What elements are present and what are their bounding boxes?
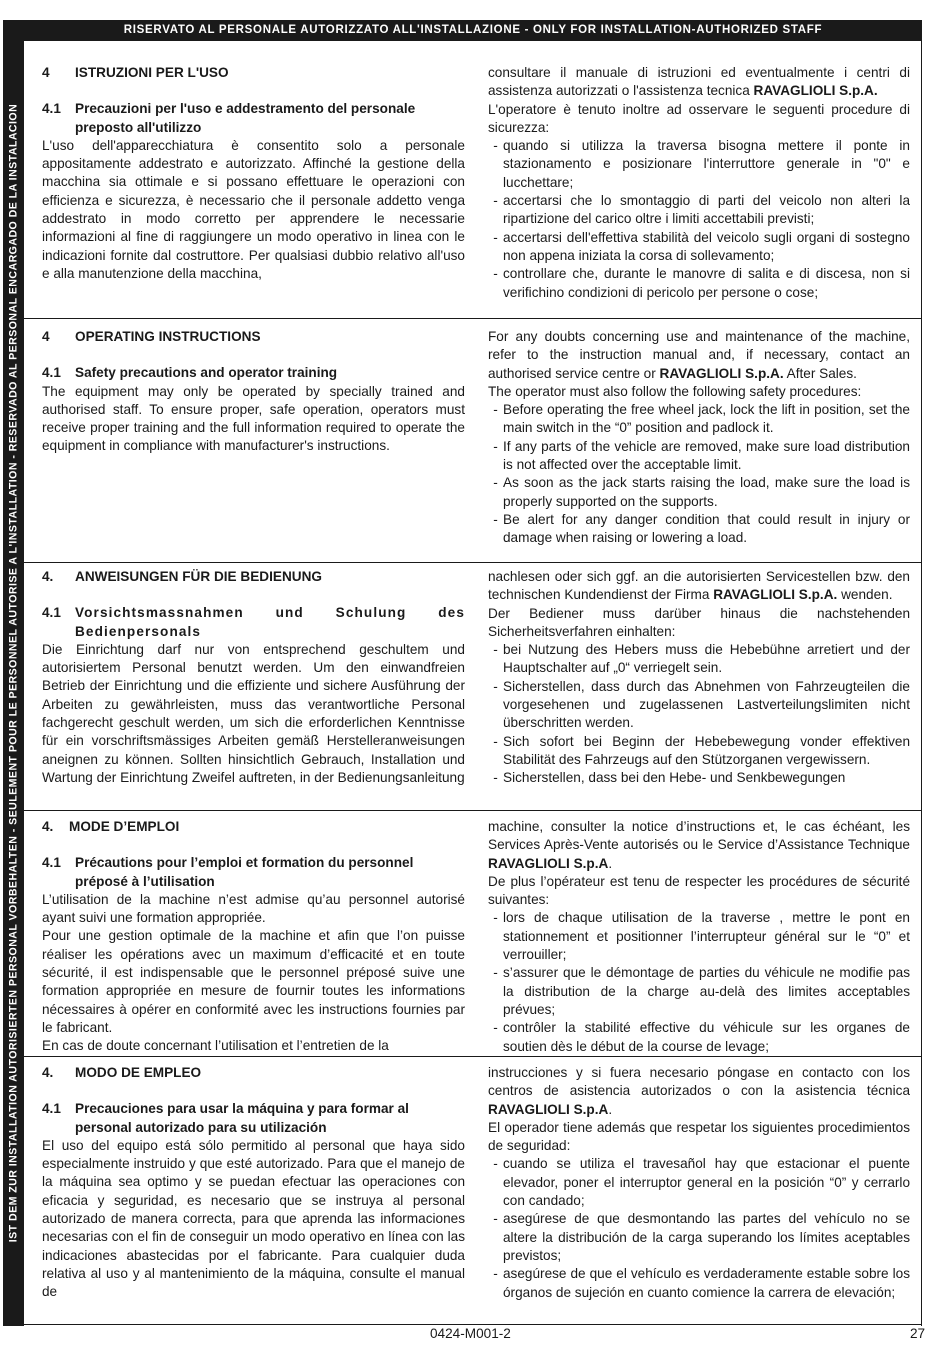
right-column — [488, 568, 910, 788]
subsection-number: 4.1 — [42, 605, 61, 621]
list-item: - Sich sofort bei Beginn der Hebebewegung vonder effektiven Stabilität des Fahrzeugs auf den Stützorganen vergewissern. — [488, 733, 910, 770]
section-title: ISTRUZIONI PER L'USO — [75, 65, 229, 80]
brand-name: RAVAGLIOLI S.p.A. — [659, 365, 784, 381]
list-item-text: asegúrese de que el vehículo es verdaderamente estable sobre los órganos de sujeción en cuanto comience la carrera de elevación; — [503, 1266, 910, 1300]
document-code: 0424-M001-2 — [430, 1326, 511, 1341]
body-paragraph: Der Bediener muss darüber hinaus die nachstehenden Sicherheitsverfahren einhalten: — [488, 605, 910, 639]
list-item: - As soon as the jack starts raising the load, make sure the load is properly supported on the supports. — [488, 474, 910, 511]
section-number: 4 — [42, 65, 50, 80]
body-paragraph: En cas de doute concernant l’utilisation et l’entretien de la — [42, 1038, 389, 1054]
subsection-title: Vorsichtsmassnahmen und Schulung des Bedienpersonals — [75, 605, 465, 639]
right-column — [488, 328, 910, 548]
section-divider — [24, 1056, 921, 1057]
subsection-heading — [42, 364, 465, 382]
list-item: - controllare che, durante le manovre di salita e di discesa, non si verifichino condizioni di pericolo per persone o cose; — [488, 265, 910, 302]
list-item-text: contrôler la stabilité effective du véhicule sur les organes de soutien dès le début de la course de levage; — [503, 1020, 910, 1054]
section-number: 4. — [42, 1065, 54, 1080]
list-item-text: accertarsi dell'effettiva stabilità del veicolo sugli organi di sostegno non appena iniziata la corsa di sollevamento; — [503, 229, 910, 263]
list-item: - Sicherstellen, dass durch das Abnehmen von Fahrzeugteilen die vorgesehenen und zugelassenen Lastverteilungslimiten nicht überschritten werden. — [488, 678, 910, 733]
paragraph-text: nachlesen oder sich ggf. an die autorisierten Servicestellen bzw. den technischen Kundendienst der Firma — [488, 569, 910, 603]
subsection-heading — [42, 604, 465, 641]
list-item: - bei Nutzung des Hebers muss die Hebebühne arretiert und der Hauptschalter auf „0“ verriegelt sein. — [488, 641, 910, 678]
body-paragraph: El operador tiene además que respetar los siguientes procedimientos de seguridad: — [488, 1119, 910, 1154]
list-item: - cuando se utiliza el travesañol hay que estacionar el puente elevador, poner el interruptor general en la posición “0” y cerrarlo con candado; — [488, 1155, 910, 1210]
subsection-heading — [42, 100, 465, 137]
list-item: - s’assurer que le démontage de parties du véhicule ne modifie pas la distribution de la charge au-delà des limites acceptables prévues; — [488, 964, 910, 1019]
list-item-text: Before operating the free wheel jack, lock the lift in position, set the main switch in the “0” position and padlock it. — [503, 402, 910, 436]
body-paragraph — [488, 818, 910, 873]
subsection-heading — [42, 854, 465, 891]
paragraph-text: consultare il manuale di istruzioni ed eventualmente i centri di assistenza autorizzati o l'assistenza tecnica — [488, 65, 910, 99]
list-item-text: As soon as the jack starts raising the load, make sure the load is properly supported on the supports. — [503, 475, 910, 509]
list-item-text: Sicherstellen, dass bei den Hebe- und Senkbewegungen — [503, 770, 846, 786]
list-item: - quando si utilizza la traversa bisogna mettere il ponte in stazionamento e posizionare l'interruttore generale in "0" e lucchettare; — [488, 137, 910, 192]
section-number: 4 — [42, 329, 50, 344]
list-item: - contrôler la stabilité effective du véhicule sur les organes de soutien dès le début de la course de levage; — [488, 1019, 910, 1056]
section-heading — [42, 328, 465, 346]
subsection-number: 4.1 — [42, 855, 61, 871]
section-number: 4. — [42, 819, 54, 834]
subsection-title: Safety precautions and operator training — [75, 365, 338, 381]
section-number: 4. — [42, 569, 54, 584]
body-paragraph: L'uso dell'apparecchiatura è consentito solo a personale appositamente addestrato e autorizzato. Affinché la gestione della macchina sia ottimale e si possano effettuare le operazioni con efficienza e sicurezza, è necessario che il personale addetto venga addestrato in modo corretto per apprendere le necessarie informazioni al fine di raggiungere un modo operativo in linea con le indicazioni fornite dal costruttore. Per qualsiasi dubbio relativo all'uso e alla manutenzione della macchina, — [42, 137, 465, 281]
paragraph-text: wenden. — [837, 587, 893, 603]
subsection-heading — [42, 1100, 465, 1137]
list-item-text: Be alert for any danger condition that could result in injury or damage when raising or lowering a load. — [503, 511, 910, 546]
top-banner: RISERVATO AL PERSONALE AUTORIZZATO ALL'INSTALLAZIONE - ONLY FOR INSTALLATION-AUTHORIZED STAFF — [24, 20, 922, 41]
left-column — [42, 818, 465, 1056]
body-paragraph: El uso del equipo está sólo permitido al personal que haya sido especialmente instruido y que esté autorizado. Para que el manejo de la máquina sea optimo y se puedan efectuar las operaciones con eficacia y seguridad, es necesario que se instruya al personal autorizado de manera correcta, para que aprenda las informaciones necesarias con el fin de conseguir un modo operativo en línea con las indicaciones abastecidas por el fabricante. Para cualquier duda relativa al uso y al mantenimiento de la máquina, consulte el manual de — [42, 1137, 465, 1300]
section-divider — [24, 318, 921, 319]
body-paragraph — [488, 1064, 910, 1119]
list-item: - asegúrese de que desmontando las partes del vehículo no se altere la distribución de la carga superando los límites aceptables previstos; — [488, 1210, 910, 1265]
body-paragraph — [488, 328, 910, 383]
subsection-number: 4.1 — [42, 101, 61, 117]
paragraph-text: For any doubts concerning use and maintenance of the machine, refer to the instruction manual and, if necessary, contact an authorised service centre or — [488, 329, 910, 381]
brand-name: RAVAGLIOLI S.p.A. — [753, 83, 878, 99]
body-paragraph: Die Einrichtung darf nur von entsprechend geschultem und autorisiertem Personal benutzt werden. Um den einwandfreien Betrieb der Einrichtung und die effiziente und sichere Ausführung der Arbeiten zu gewährleisten, muss das verantwortliche Personal fachgerecht geschult werden, um sich die erforderlichen Kenntnisse für ein vorschriftsmässiges Arbeiten gemäß Herstelleranweisungen aneignen zu können. Sollten hinsichtlich Gebrauch, Installation und Wartung der Einrichtung Zweifel auftreten, in der Bedienungsanleitung — [42, 641, 465, 785]
section-divider — [24, 562, 921, 563]
left-column — [42, 64, 465, 283]
subsection-title: Précautions pour l’emploi et formation du personnel préposé à l’utilisation — [75, 855, 414, 889]
brand-name: RAVAGLIOLI S.p.A — [488, 855, 609, 871]
side-banner-text: IST DEM ZUR INSTALLATION AUTORISIERTEN PERSONAL VORBEHALTEN - SEULEMENT POUR LE PERSONNEL AUTORISE A L'INSTALLATION - RESERVADO AL PERSONAL ENCARGADO DE LA INSTALACION — [7, 103, 19, 1243]
right-column — [488, 1064, 910, 1302]
left-column — [42, 1064, 465, 1302]
list-item: - If any parts of the vehicle are removed, make sure load distribution is not affected over the acceptable limit. — [488, 438, 910, 475]
body-paragraph — [488, 568, 910, 605]
body-paragraph: L’utilisation de la machine n’est admise qu’au personnel autorisé ayant suivi une formation appropriée. — [42, 891, 465, 926]
list-item: - accertarsi che lo smontaggio di parti del veicolo non alteri la ripartizione del carico oltre i limiti accettabili previsti; — [488, 192, 910, 229]
list-item-text: asegúrese de que desmontando las partes del vehículo no se altere la distribución de la carga superando los límites aceptables previstos; — [503, 1211, 910, 1263]
page-number: 27 — [910, 1326, 926, 1341]
body-paragraph: The operator must also follow the following safety procedures: — [488, 383, 862, 399]
list-item: - Be alert for any danger condition that could result in injury or damage when raising or lowering a load. — [488, 511, 910, 548]
side-banner — [3, 20, 24, 1326]
body-paragraph: Pour une gestion optimale de la machine et afin que l’on puisse réaliser les opérations avec un maximum d’efficacité et en toute sécurité, il est indispensable que le personnel préposé suive une formation appropriée en mesure de fournir toutes les informations nécessaires à opérer en conformité avec les instructions fournies par le fabricant. — [42, 928, 465, 1035]
paragraph-text: instrucciones y si fuera necesario póngase en contacto con los centros de asistencia autorizados o con la asistencia técnica — [488, 1065, 910, 1099]
paragraph-text: . — [608, 855, 613, 871]
body-paragraph: The equipment may only be operated by specially trained and authorised staff. To ensure proper, safe operation, operators must receive proper training and the full information required to operate the equipment in compliance with manufacturer's instructions. — [42, 383, 465, 454]
left-column — [42, 568, 465, 787]
list-item: - lors de chaque utilisation de la traverse , mettre le pont en stationnement et positionner l’interrupteur général sur le “0” et verrouiller; — [488, 909, 910, 964]
section-title: OPERATING INSTRUCTIONS — [75, 329, 261, 344]
list-item: - Before operating the free wheel jack, lock the lift in position, set the main switch in the “0” position and padlock it. — [488, 401, 910, 438]
list-item-text: accertarsi che lo smontaggio di parti del veicolo non alteri la ripartizione del carico oltre i limiti accettabili previsti; — [503, 193, 910, 227]
frame-border-right — [921, 20, 922, 1326]
list-item-text: Sich sofort bei Beginn der Hebebewegung vonder effektiven Stabilität des Fahrzeugs auf den Stützorganen vergewissern. — [503, 733, 910, 767]
subsection-number: 4.1 — [42, 1101, 61, 1117]
section-divider — [24, 810, 921, 811]
subsection-title: Precauciones para usar la máquina y para formar al personal autorizado para su utilización — [75, 1101, 409, 1135]
list-item: - asegúrese de que el vehículo es verdaderamente estable sobre los órganos de sujeción en cuanto comience la carrera de elevación; — [488, 1265, 910, 1302]
list-item: - accertarsi dell'effettiva stabilità del veicolo sugli organi di sostegno non appena iniziata la corsa di sollevamento; — [488, 229, 910, 266]
paragraph-text: machine, consulter la notice d’instructions et, le cas échéant, les Services Après-Vente autorisés ou le Service d’Assistance Technique — [488, 819, 910, 853]
section-heading — [42, 1064, 465, 1082]
list-item-text: Sicherstellen, dass durch das Abnehmen von Fahrzeugteilen die vorgesehenen und zugelassenen Lastverteilungslimiten nicht überschritten werden. — [503, 678, 910, 731]
section-title: MODE D’EMPLOI — [69, 819, 180, 834]
paragraph-text: After Sales. — [783, 365, 857, 381]
brand-name: RAVAGLIOLI S.p.A. — [713, 587, 838, 603]
list-item-text: controllare che, durante le manovre di salita e di discesa, non si verifichino condizioni di pericolo per persone o cose; — [503, 266, 910, 300]
section-title: MODO DE EMPLEO — [75, 1065, 202, 1080]
right-column — [488, 818, 910, 1056]
list-item: - Sicherstellen, dass bei den Hebe- und Senkbewegungen — [488, 769, 910, 787]
brand-name: RAVAGLIOLI S.p.A — [488, 1101, 609, 1117]
subsection-number: 4.1 — [42, 365, 61, 381]
section-heading — [42, 818, 465, 836]
section-heading — [42, 64, 465, 82]
list-item-text: lors de chaque utilisation de la traverse , mettre le pont en stationnement et positionner l’interrupteur général sur le “0” et verrouiller; — [503, 910, 910, 963]
left-column — [42, 328, 465, 456]
subsection-title: Precauzioni per l'uso e addestramento del personale preposto all'utilizzo — [75, 101, 416, 135]
list-item-text: cuando se utiliza el travesañol hay que estacionar el puente elevador, poner el interruptor general en la posición “0” y cerrarlo con candado; — [503, 1156, 910, 1209]
right-column — [488, 64, 910, 302]
list-item-text: bei Nutzung des Hebers muss die Hebebühne arretiert und der Hauptschalter auf „0“ verriegelt sein. — [503, 642, 910, 676]
list-item-text: quando si utilizza la traversa bisogna mettere il ponte in stazionamento e posizionare l'interruttore generale in "0" e lucchettare; — [503, 138, 910, 190]
list-item-text: s’assurer que le démontage de parties du véhicule ne modifie pas la distribution de la charge au-delà des limites acceptables prévues; — [503, 965, 910, 1017]
body-paragraph: L'operatore è tenuto inoltre ad osservare le seguenti procedure di sicurezza: — [488, 101, 910, 135]
list-item-text: If any parts of the vehicle are removed, make sure load distribution is not affected over the acceptable limit. — [503, 438, 910, 473]
section-heading — [42, 568, 465, 586]
paragraph-text: . — [608, 1101, 613, 1117]
body-paragraph — [488, 64, 910, 101]
section-title: ANWEISUNGEN FÜR DIE BEDIENUNG — [75, 569, 322, 584]
body-paragraph: De plus l’opérateur est tenu de respecter les procédures de sécurité suivantes: — [488, 873, 910, 908]
